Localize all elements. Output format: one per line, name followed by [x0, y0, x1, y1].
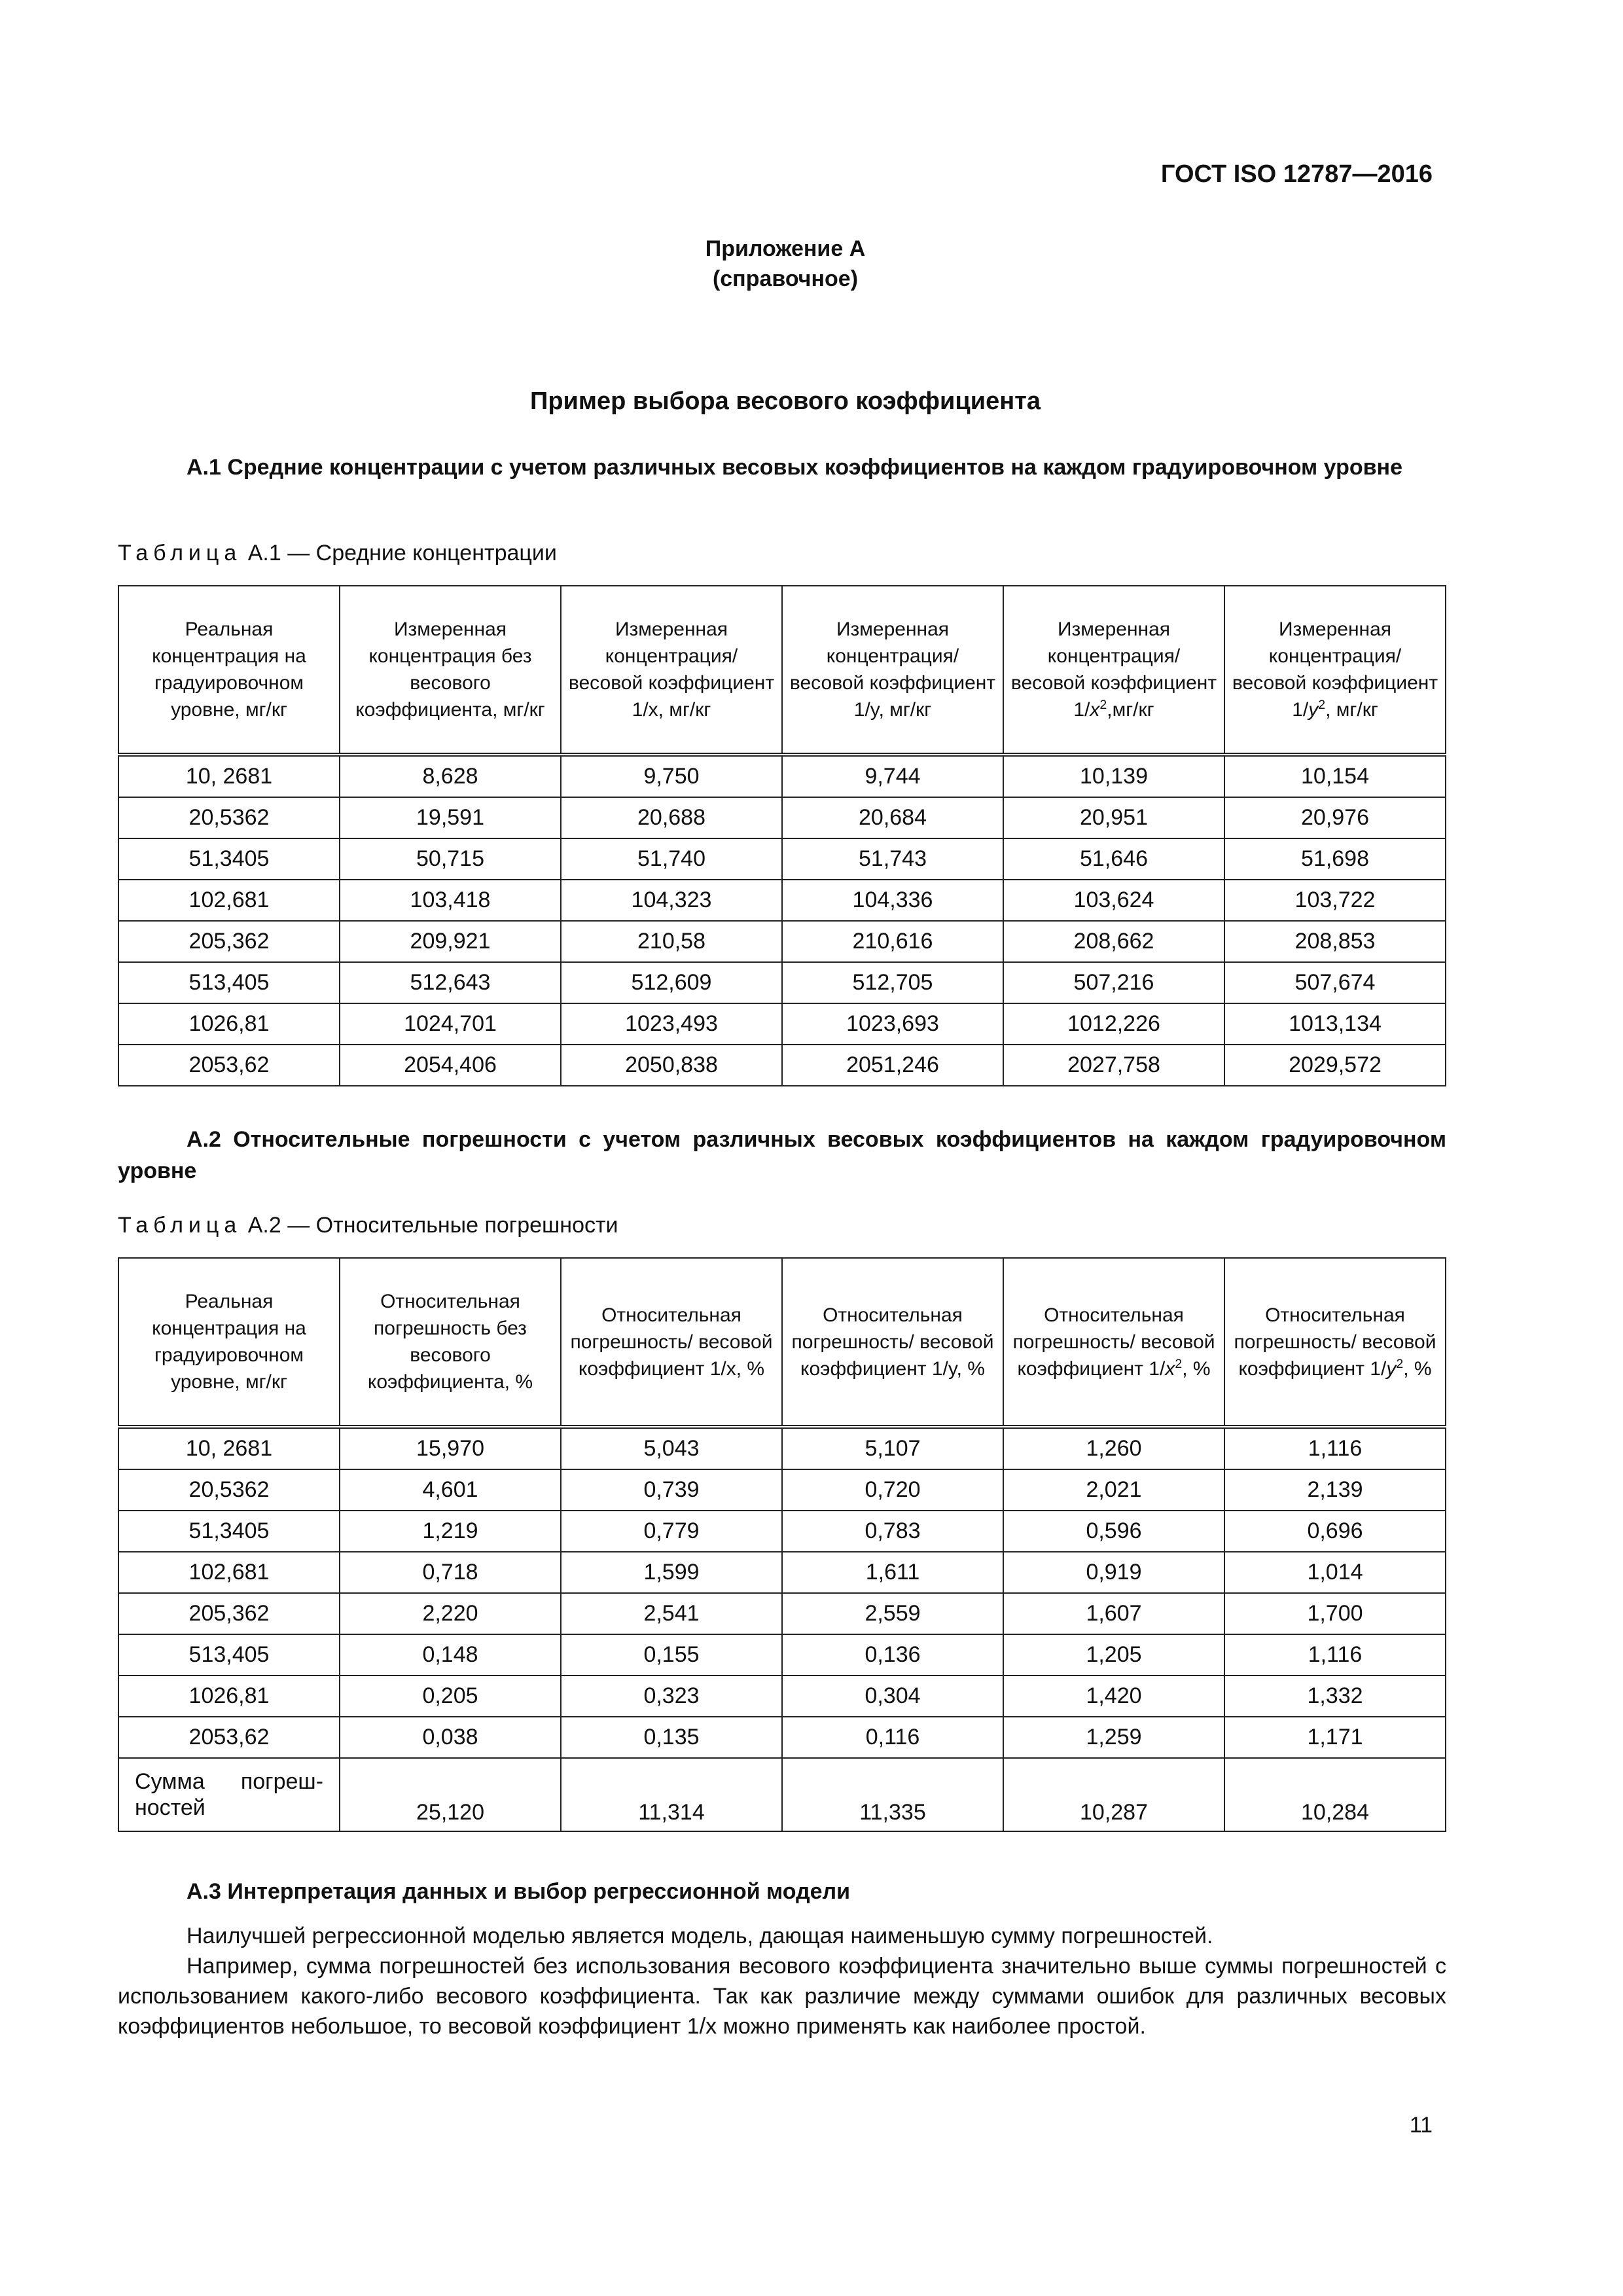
table-cell: 20,5362	[118, 797, 340, 838]
table-row	[118, 1427, 1446, 1469]
section-a1-heading: А.1 Средние концентрации с учетом различных весовых коэффициентов на каждом градуировочном уровне	[187, 455, 1402, 480]
table-cell: 512,643	[340, 962, 561, 1003]
table-cell: 2053,62	[118, 1717, 340, 1758]
annex-status: (справочное)	[712, 266, 859, 291]
table1-header-no-weight: Измеренная концентрация без весового коэффициента, мг/кг	[340, 586, 561, 755]
table-cell: 0,779	[561, 1511, 782, 1552]
table-cell: 20,684	[782, 797, 1003, 838]
table-cell: 20,976	[1224, 797, 1446, 838]
table-cell: 2051,246	[782, 1045, 1003, 1086]
table-cell: 2,220	[340, 1593, 561, 1634]
sum-value-cell: 10,284	[1224, 1758, 1446, 1831]
table-sum-row	[118, 1758, 1446, 1831]
table-cell: 0,323	[561, 1676, 782, 1717]
table-cell: 104,336	[782, 880, 1003, 921]
table1-caption-prefix: Таблица	[118, 541, 242, 565]
table-cell: 10, 2681	[118, 755, 340, 797]
table-cell: 15,970	[340, 1427, 561, 1469]
table-cell: 9,744	[782, 755, 1003, 797]
table-cell: 0,155	[561, 1634, 782, 1676]
table-cell: 1,260	[1003, 1427, 1224, 1469]
table-cell: 50,715	[340, 838, 561, 880]
table2-header-weight-1-x: Относительная погрешность/ весовой коэффициент 1/x, %	[561, 1258, 782, 1427]
table-cell: 210,58	[561, 921, 782, 962]
table-cell: 513,405	[118, 962, 340, 1003]
table-cell: 2,541	[561, 1593, 782, 1634]
table-cell: 20,951	[1003, 797, 1224, 838]
table-cell: 20,5362	[118, 1469, 340, 1511]
table-cell: 513,405	[118, 1634, 340, 1676]
table-cell: 0,038	[340, 1717, 561, 1758]
table-row	[118, 1511, 1446, 1552]
table1-header-weight-1-x2: Измеренная концентрация/ весовой коэффициент $1/x^2,мг/кг$	[1003, 586, 1224, 755]
table-cell: 10,154	[1224, 755, 1446, 797]
table2-caption	[118, 1213, 618, 1238]
table-cell: 1012,226	[1003, 1003, 1224, 1045]
table-cell: 51,743	[782, 838, 1003, 880]
table-cell: 9,750	[561, 755, 782, 797]
table-cell: 103,722	[1224, 880, 1446, 921]
table-cell: 102,681	[118, 1552, 340, 1593]
sum-value-cell: 10,287	[1003, 1758, 1224, 1831]
table-cell: 1,611	[782, 1552, 1003, 1593]
table2-header-no-weight: Относительная погрешность без весового коэффициента, %	[340, 1258, 561, 1427]
table-cell: 1,599	[561, 1552, 782, 1593]
relative-errors-table	[118, 1257, 1446, 1832]
table-cell: 1,116	[1224, 1634, 1446, 1676]
table-cell: 0,783	[782, 1511, 1003, 1552]
table2-header-row	[118, 1258, 1446, 1427]
table1-header-weight-1-y2: Измеренная концентрация/ весовой коэффициент $1/y^2$, мг/кг	[1224, 586, 1446, 755]
table-cell: 512,705	[782, 962, 1003, 1003]
table-cell: 5,107	[782, 1427, 1003, 1469]
table-cell: 2,559	[782, 1593, 1003, 1634]
table-cell: 103,624	[1003, 880, 1224, 921]
table-cell: 0,135	[561, 1717, 782, 1758]
document-code: ГОСТ ISO 12787—2016	[1160, 160, 1433, 188]
table-cell: 1026,81	[118, 1676, 340, 1717]
sum-value-cell: 11,314	[561, 1758, 782, 1831]
table-cell: 0,205	[340, 1676, 561, 1717]
table1-caption-text: А.1 — Средние концентрации	[241, 541, 557, 565]
table-cell: 0,919	[1003, 1552, 1224, 1593]
annex-label: Приложение А	[705, 236, 866, 261]
table-row	[118, 1676, 1446, 1717]
table-cell: 1,332	[1224, 1676, 1446, 1717]
table-cell: 1026,81	[118, 1003, 340, 1045]
table-cell: 51,740	[561, 838, 782, 880]
table-cell: 2029,572	[1224, 1045, 1446, 1086]
table-row	[118, 838, 1446, 880]
table-cell: 208,662	[1003, 921, 1224, 962]
table2-body	[118, 1427, 1446, 1831]
table-row	[118, 797, 1446, 838]
table-cell: 4,601	[340, 1469, 561, 1511]
table-cell: 19,591	[340, 797, 561, 838]
table-cell: 1024,701	[340, 1003, 561, 1045]
table1-header-weight-1-x: Измеренная концентрация/ весовой коэффициент 1/x, мг/кг	[561, 586, 782, 755]
table-cell: 51,698	[1224, 838, 1446, 880]
table-cell: 0,739	[561, 1469, 782, 1511]
table-row	[118, 962, 1446, 1003]
table-cell: 1,259	[1003, 1717, 1224, 1758]
table1-header-row	[118, 586, 1446, 755]
table1-header-real-concentration: Реальная концентрация на градуировочном уровне, мг/кг	[118, 586, 340, 755]
table-cell: 205,362	[118, 1593, 340, 1634]
table-cell: 210,616	[782, 921, 1003, 962]
table-cell: 2054,406	[340, 1045, 561, 1086]
table-cell: 0,596	[1003, 1511, 1224, 1552]
table-row	[118, 1634, 1446, 1676]
table2-header-weight-1-x2: Относительная погрешность/ весовой коэффициент $1/x^2$, %	[1003, 1258, 1224, 1427]
table-cell: 10,139	[1003, 755, 1224, 797]
table-cell: 208,853	[1224, 921, 1446, 962]
section-a2-heading: А.2 Относительные погрешности с учетом различных весовых коэффициентов на каждом градуировочном уровне	[118, 1127, 1446, 1183]
table-cell: 51,3405	[118, 838, 340, 880]
table-cell: 1,219	[340, 1511, 561, 1552]
table-row	[118, 1717, 1446, 1758]
table-cell: 20,688	[561, 797, 782, 838]
table-cell: 2,021	[1003, 1469, 1224, 1511]
table-cell: 2053,62	[118, 1045, 340, 1086]
annex-title	[0, 234, 1571, 294]
section-a3-heading: А.3 Интерпретация данных и выбор регрессионной модели	[187, 1879, 851, 1904]
table-row	[118, 1045, 1446, 1086]
paragraph-example: Например, сумма погрешностей без использования весового коэффициента значительно выше суммы погрешностей с использованием какого-либо весового коэффициента. Так как различие между суммами ошибок для различных весовых коэффициентов небольшое, то весовой коэффициент 1/x можно применять как наиболее простой.	[118, 1954, 1446, 2039]
table-row	[118, 1552, 1446, 1593]
table-row	[118, 921, 1446, 962]
table-cell: 205,362	[118, 921, 340, 962]
table-cell: 209,921	[340, 921, 561, 962]
page-title: Пример выбора весового коэффициента	[530, 387, 1041, 415]
table-cell: 1,607	[1003, 1593, 1224, 1634]
table-cell: 51,646	[1003, 838, 1224, 880]
table-cell: 0,304	[782, 1676, 1003, 1717]
table-cell: 1,205	[1003, 1634, 1224, 1676]
table-cell: 2050,838	[561, 1045, 782, 1086]
table-cell: 102,681	[118, 880, 340, 921]
sum-value-cell: 11,335	[782, 1758, 1003, 1831]
paragraph-best-model: Наилучшей регрессионной моделью является модель, дающая наименьшую сумму погрешностей.	[187, 1924, 1213, 1948]
page-number: 11	[1409, 2113, 1433, 2138]
table-cell: 8,628	[340, 755, 561, 797]
table-row	[118, 1469, 1446, 1511]
table-cell: 10, 2681	[118, 1427, 340, 1469]
table1-caption	[118, 541, 557, 566]
table-cell: 0,720	[782, 1469, 1003, 1511]
table-row	[118, 1003, 1446, 1045]
table2-header-weight-1-y: Относительная погрешность/ весовой коэффициент 1/y, %	[782, 1258, 1003, 1427]
table-cell: 104,323	[561, 880, 782, 921]
table-cell: 1,171	[1224, 1717, 1446, 1758]
table2-caption-text: А.2 — Относительные погрешности	[241, 1213, 618, 1238]
table-cell: 1,014	[1224, 1552, 1446, 1593]
table-cell: 0,148	[340, 1634, 561, 1676]
table-cell: 103,418	[340, 880, 561, 921]
table-cell: 1013,134	[1224, 1003, 1446, 1045]
sum-value-cell: 25,120	[340, 1758, 561, 1831]
table-row	[118, 755, 1446, 797]
table2-caption-prefix: Таблица	[118, 1213, 242, 1238]
table-cell: 1,700	[1224, 1593, 1446, 1634]
table-cell: 0,136	[782, 1634, 1003, 1676]
table-cell: 512,609	[561, 962, 782, 1003]
table-cell: 1023,693	[782, 1003, 1003, 1045]
table-cell: 1023,493	[561, 1003, 782, 1045]
table-row	[118, 880, 1446, 921]
table-cell: 0,718	[340, 1552, 561, 1593]
table2-header-real-concentration: Реальная концентрация на градуировочном уровне, мг/кг	[118, 1258, 340, 1427]
table-cell: 2,139	[1224, 1469, 1446, 1511]
table-cell: 2027,758	[1003, 1045, 1224, 1086]
table-row	[118, 1593, 1446, 1634]
table1-header-weight-1-y: Измеренная концентрация/ весовой коэффициент 1/y, мг/кг	[782, 586, 1003, 755]
table-cell: 507,216	[1003, 962, 1224, 1003]
table-cell: 0,116	[782, 1717, 1003, 1758]
table-cell: 507,674	[1224, 962, 1446, 1003]
table-cell: 0,696	[1224, 1511, 1446, 1552]
table-cell: 1,116	[1224, 1427, 1446, 1469]
sum-label-cell: Сумма погреш-ностей	[118, 1758, 340, 1831]
table-cell: 51,3405	[118, 1511, 340, 1552]
average-concentrations-table	[118, 585, 1446, 1086]
table1-body	[118, 755, 1446, 1086]
table-cell: 1,420	[1003, 1676, 1224, 1717]
table2-header-weight-1-y2: Относительная погрешность/ весовой коэффициент $1/y^2$, %	[1224, 1258, 1446, 1427]
table-cell: 5,043	[561, 1427, 782, 1469]
